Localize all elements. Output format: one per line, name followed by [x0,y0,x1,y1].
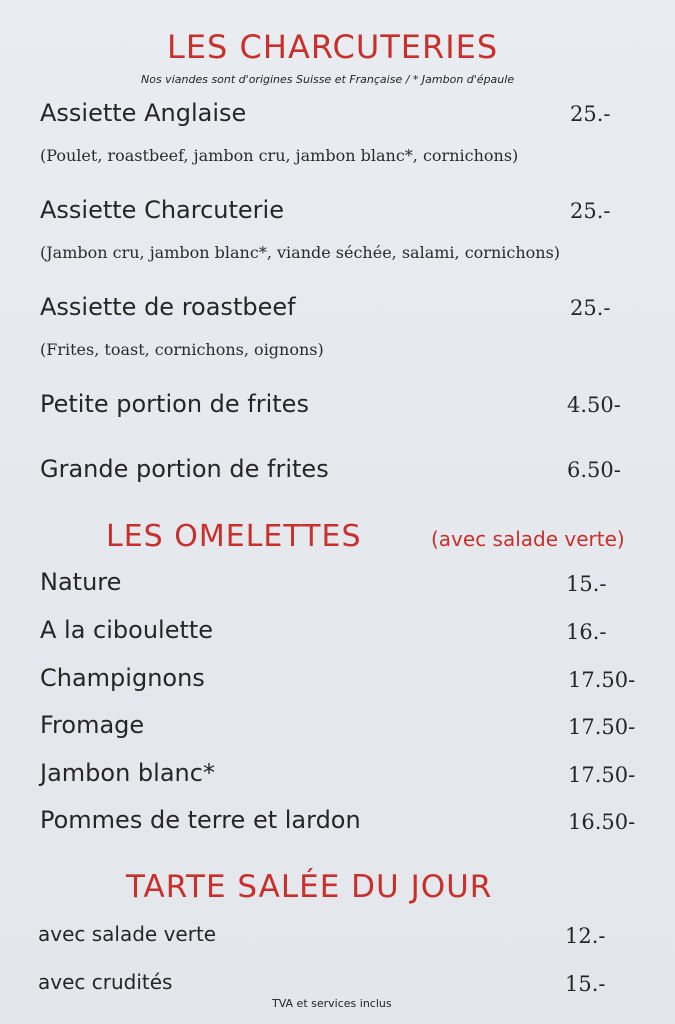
section-title-charcuteries: LES CHARCUTERIES [167,28,499,66]
menu-item-price: 12.- [565,924,606,948]
menu-item-description: (Poulet, roastbeef, jambon cru, jambon blanc*, cornichons) [40,146,519,165]
omelettes-note: (avec salade verte) [431,527,625,551]
section-title-tarte: TARTE SALÉE DU JOUR [126,869,493,905]
menu-item-price: 25.- [570,296,611,320]
menu-item-name: Assiette Anglaise [40,99,247,127]
menu-item-name: Jambon blanc* [40,759,215,787]
menu-item-name: Petite portion de frites [40,390,309,418]
menu-item-price: 15.- [565,972,606,996]
menu-item-name: Pommes de terre et lardon [40,806,361,834]
footer-vat-note: TVA et services inclus [272,997,392,1010]
menu-item-price: 16.- [566,620,607,644]
charcuteries-origin-note: Nos viandes sont d'origines Suisse et Française / * Jambon d'épaule [141,73,515,86]
section-title-omelettes: LES OMELETTES [106,519,362,554]
menu-item-price: 25.- [570,199,611,223]
menu-item-price: 15.- [566,572,607,596]
menu-item-price: 17.50- [568,763,636,787]
menu-item-name: Champignons [40,664,205,692]
menu-item-name: avec crudités [38,970,173,994]
menu-item-description: (Frites, toast, cornichons, oignons) [40,340,324,359]
menu-item-price: 17.50- [568,668,636,692]
menu-item-description: (Jambon cru, jambon blanc*, viande séchée, salami, cornichons) [40,243,561,262]
menu-item-price: 4.50- [567,393,621,417]
menu-item-name: Nature [40,568,122,596]
menu-item-name: Fromage [40,711,145,739]
menu-item-name: Grande portion de frites [40,455,329,483]
menu-item-name: avec salade verte [38,922,217,946]
menu-item-name: Assiette Charcuterie [40,196,284,224]
menu-item-price: 25.- [570,102,611,126]
menu-item-price: 6.50- [567,458,621,482]
menu-item-price: 16.50- [568,810,636,834]
menu-item-price: 17.50- [568,715,636,739]
menu-item-name: Assiette de roastbeef [40,293,296,321]
menu-item-name: A la ciboulette [40,616,214,644]
